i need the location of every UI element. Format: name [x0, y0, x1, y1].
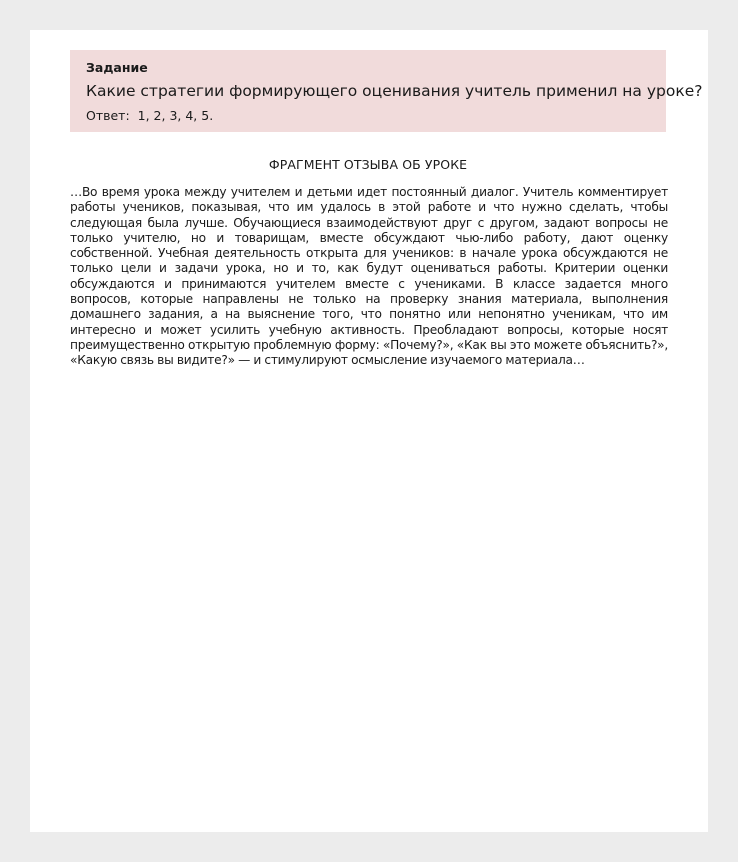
- task-answer: [86, 108, 650, 124]
- task-label: Задание: [86, 60, 148, 75]
- document-page: [30, 30, 708, 832]
- answer-value: 1, 2, 3, 4, 5.: [137, 108, 214, 123]
- task-question: Какие стратегии формирующего оценивания учитель применил на уроке?: [86, 82, 703, 100]
- task-box: [70, 50, 703, 132]
- answer-prefix: Ответ:: [86, 108, 130, 123]
- fragment-title: ФРАГМЕНТ ОТЗЫВА ОБ УРОКЕ: [268, 157, 468, 172]
- fragment-text: …Во время урока между учителем и детьми идет постоянный диалог. Учитель комментирует работы учеников, показывая, что им удалось в этой работе и что нужно сделать, чтобы следующая была лучше. Обучающиеся взаимодействуют друг с другом, задают вопросы не только учителю, но и товарищам, вместе обсуждают чью-либо работу, дают оценку собственной. Учебная деятельность открыта для учеников: в начале урока обсуждаются не только цели и задачи урока, но и то, как будут оцениваться работы. Критерии оценки обсуждаются и принимаются учителем вместе с учениками. В классе задается много вопросов, которые направлены не только на проверку знания материала, выполнения домашнего задания, а на выяснение того, что понятно или непонятно ученикам, что им интересно и может усилить учебную активность. Преобладают вопросы, которые носят преимущественно открытую проблемную форму: «Почему?», «Как вы это можете объяснить?», «Какую связь вы видите?» — и стимулируют осмысление изучаемого материала…: [70, 185, 668, 368]
